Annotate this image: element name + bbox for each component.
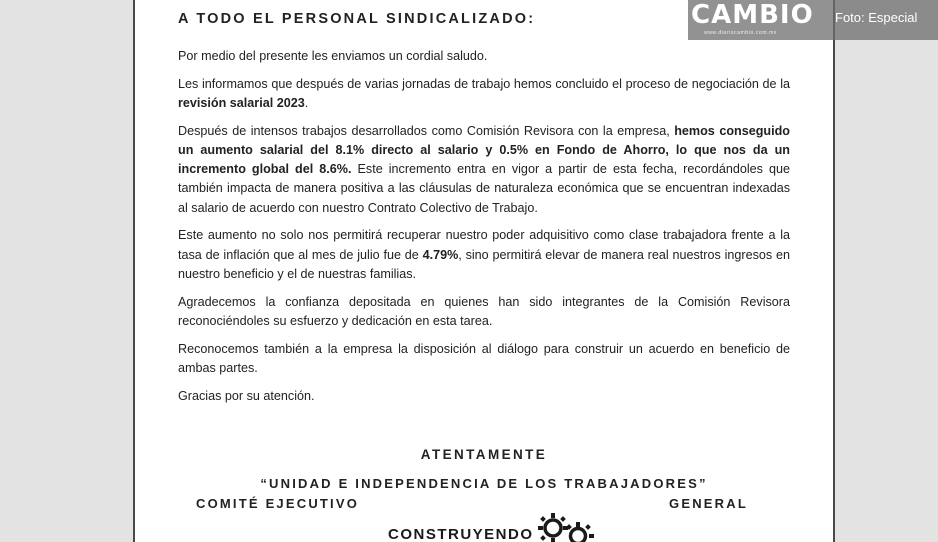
logo-text: CONSTRUYENDO: [388, 526, 534, 542]
committee-right: GENERAL: [669, 496, 748, 511]
cambio-url: www.diariocambio.com.mx: [704, 30, 777, 36]
paragraph-negotiation-text: Les informamos que después de varias jornadas de trabajo hemos concluido el proceso de negociación de la: [178, 76, 790, 91]
paragraph-company: Reconocemos también a la empresa la disposición al diálogo para construir un acuerdo en beneficio de ambas partes.: [178, 341, 790, 375]
paragraph-closing-thanks: Gracias por su atención.: [178, 388, 315, 403]
letter-page: [133, 0, 835, 542]
letter-heading: A TODO EL PERSONAL SINDICALIZADO:: [178, 11, 536, 27]
committee-left: COMITÉ EJECUTIVO: [196, 496, 360, 511]
paragraph-increase-intro: Después de intensos trabajos desarrollados como Comisión Revisora con la empresa,: [178, 123, 675, 138]
committee-signature: [196, 496, 748, 511]
paragraph-inflation: [178, 226, 790, 284]
increase-highlight: hemos conseguido un aumento salarial del 8.1% directo al salario y 0.5% en Fondo de Ahorro, lo que nos da un incremento global del 8.6%.: [178, 123, 790, 177]
letter-body: [178, 47, 790, 414]
cambio-watermark: [688, 0, 938, 40]
paragraph-greeting: Por medio del presente les enviamos un cordial saludo.: [178, 49, 488, 63]
photo-credit: Foto: Especial: [835, 10, 918, 25]
union-motto: “UNIDAD E INDEPENDENCIA DE LOS TRABAJADORES”: [260, 476, 708, 491]
salary-revision-highlight: revisión salarial 2023: [178, 96, 305, 110]
paragraph-thanks-commission: Agradecemos la confianza depositada en quienes han sido integrantes de la Comisión Revisora reconociéndoles su esfuerzo y dedicación en esta tarea.: [178, 294, 790, 328]
cambio-logo: CAMBIO: [691, 0, 814, 30]
paragraph-negotiation: [178, 75, 790, 113]
paragraph-increase: [178, 122, 790, 218]
closing-atentamente: ATENTAMENTE: [420, 447, 548, 462]
gears-logo-icon: [537, 512, 599, 542]
paragraph-inflation-intro: Este aumento no solo nos permitirá recuperar nuestro poder adquisitivo como clase trabajadora frente a la tasa de inflación que al mes de julio fue de: [178, 228, 790, 262]
inflation-rate: 4.79%: [422, 247, 459, 262]
paragraph-increase-rest: Este incremento entra en vigor a partir de esta fecha, recordándoles que también impacta de manera positiva a las cláusulas de naturaleza económica que se encuentran indexadas al salario de acuerdo con nuestro Contrato Colectivo de Trabajo.: [178, 162, 791, 215]
paragraph-negotiation-end: .: [304, 96, 309, 110]
paragraph-inflation-rest: , sino permitirá elevar de manera real nuestros ingresos en nuestro beneficio y el de nuestras familias.: [178, 247, 790, 281]
